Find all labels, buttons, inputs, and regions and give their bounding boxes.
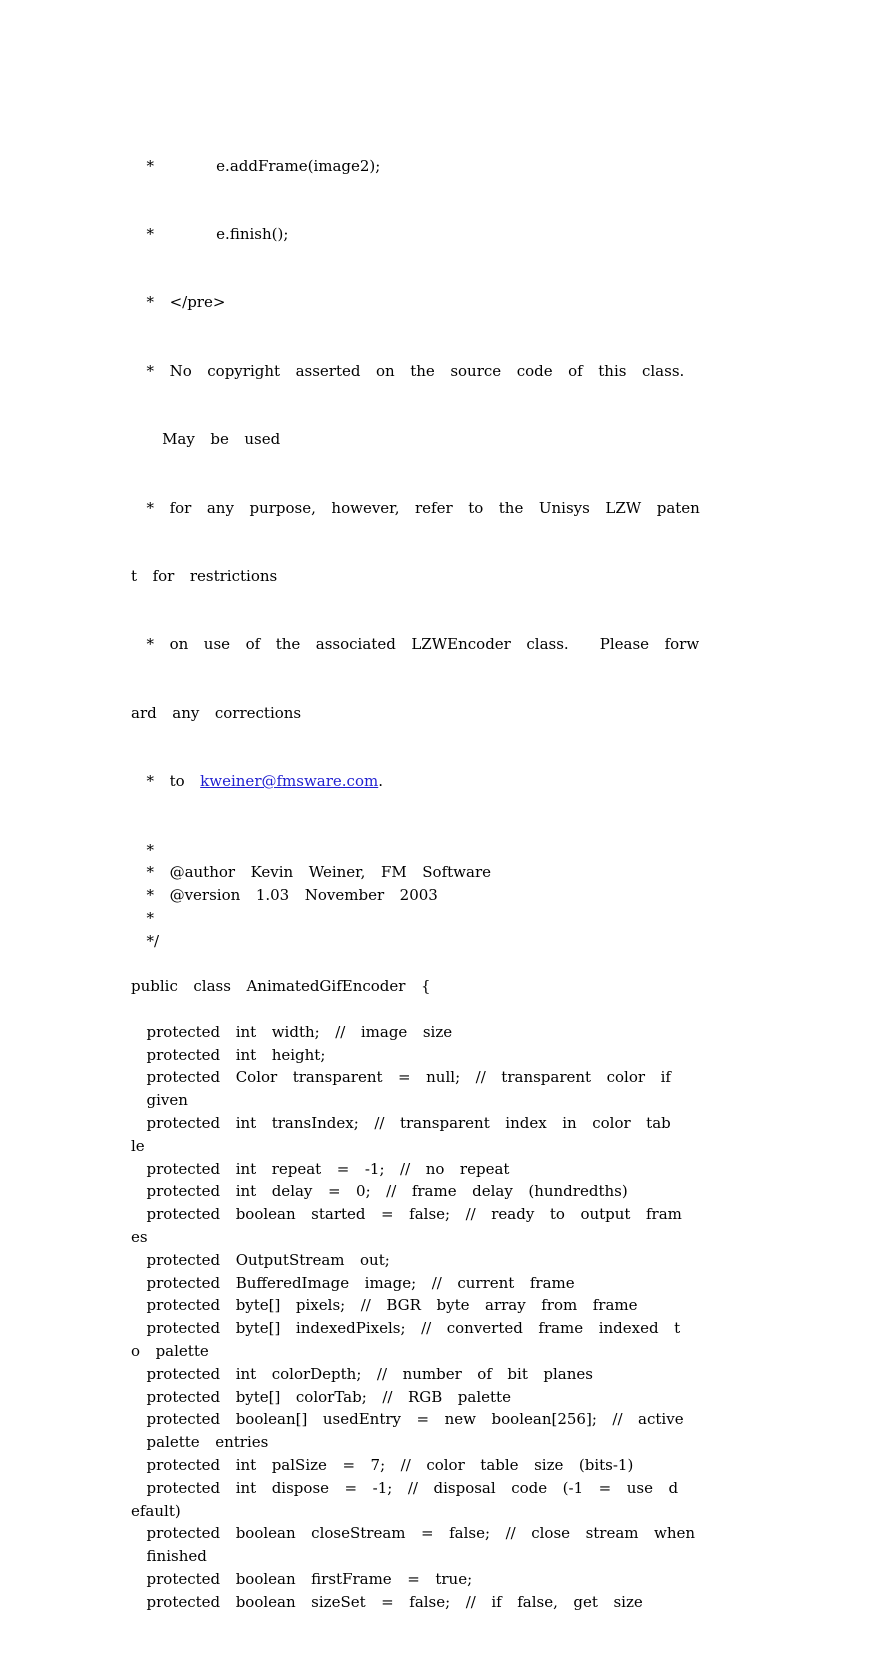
code-line: * xyxy=(131,840,155,859)
code-line: protected OutputStream out; xyxy=(131,1250,390,1269)
code-line: t for restrictions xyxy=(131,566,278,585)
code-line: protected int colorDepth; // number of bit planes xyxy=(131,1364,593,1383)
link-prefix: * to xyxy=(131,772,201,791)
source-code-block xyxy=(131,109,741,1659)
code-line: protected int height; xyxy=(131,1045,326,1064)
code-lines-after-link xyxy=(131,839,741,1614)
code-line: efault) xyxy=(131,1501,181,1520)
code-line: public class AnimatedGifEncoder { xyxy=(131,977,431,996)
code-line xyxy=(131,952,741,975)
code-line: protected int width; // image size xyxy=(131,1022,453,1041)
code-line: given xyxy=(131,1091,188,1110)
code-line: ard any corrections xyxy=(131,703,302,722)
code-line: protected int repeat = -1; // no repeat xyxy=(131,1159,510,1178)
code-line: o palette xyxy=(131,1342,209,1361)
code-line: * xyxy=(131,908,155,927)
code-line: * for any purpose, however, refer to the Unisys LZW paten xyxy=(131,498,700,517)
code-line: * No copyright asserted on the source code of this class. xyxy=(131,361,685,380)
link-suffix: . xyxy=(378,772,383,791)
code-line: protected byte[] pixels; // BGR byte array from frame xyxy=(131,1296,638,1315)
code-line: * e.finish(); xyxy=(131,224,289,243)
code-line: protected boolean sizeSet = false; // if false, get size xyxy=(131,1592,643,1611)
code-line: protected boolean started = false; // ready to output fram xyxy=(131,1205,682,1224)
code-line: protected int transIndex; // transparent index in color tab xyxy=(131,1114,671,1133)
code-line: protected boolean closeStream = false; // close stream when xyxy=(131,1524,696,1543)
email-link[interactable]: kweiner@fmsware.com xyxy=(200,772,379,791)
code-line: * on use of the associated LZWEncoder class. Please forw xyxy=(131,635,700,654)
code-line: * </pre> xyxy=(131,293,226,312)
code-line: protected int palSize = 7; // color table size (bits-1) xyxy=(131,1456,634,1475)
code-line: protected byte[] indexedPixels; // converted frame indexed t xyxy=(131,1319,681,1338)
code-line: protected boolean firstFrame = true; xyxy=(131,1570,473,1588)
code-line xyxy=(131,998,741,1021)
code-line-with-link xyxy=(131,770,741,793)
code-line: protected int delay = 0; // frame delay (hundredths) xyxy=(131,1182,628,1201)
code-line: finished xyxy=(131,1547,207,1566)
code-line: * @version 1.03 November 2003 xyxy=(131,886,438,905)
code-line: le xyxy=(131,1136,145,1155)
code-line: * @author Kevin Weiner, FM Software xyxy=(131,863,492,882)
code-line: protected byte[] colorTab; // RGB palette xyxy=(131,1387,511,1406)
code-line: palette entries xyxy=(131,1433,269,1452)
code-line: */ xyxy=(131,931,160,950)
code-line: protected int dispose = -1; // disposal code (-1 = use d xyxy=(131,1478,679,1497)
code-line: protected Color transparent = null; // transparent color if xyxy=(131,1068,671,1087)
code-line: May be used xyxy=(131,430,281,449)
code-line: protected boolean[] usedEntry = new boolean[256]; // active xyxy=(131,1410,684,1429)
code-line: protected BufferedImage image; // current frame xyxy=(131,1273,575,1292)
code-line: * e.addFrame(image2); xyxy=(131,156,381,175)
code-line: es xyxy=(131,1228,148,1247)
